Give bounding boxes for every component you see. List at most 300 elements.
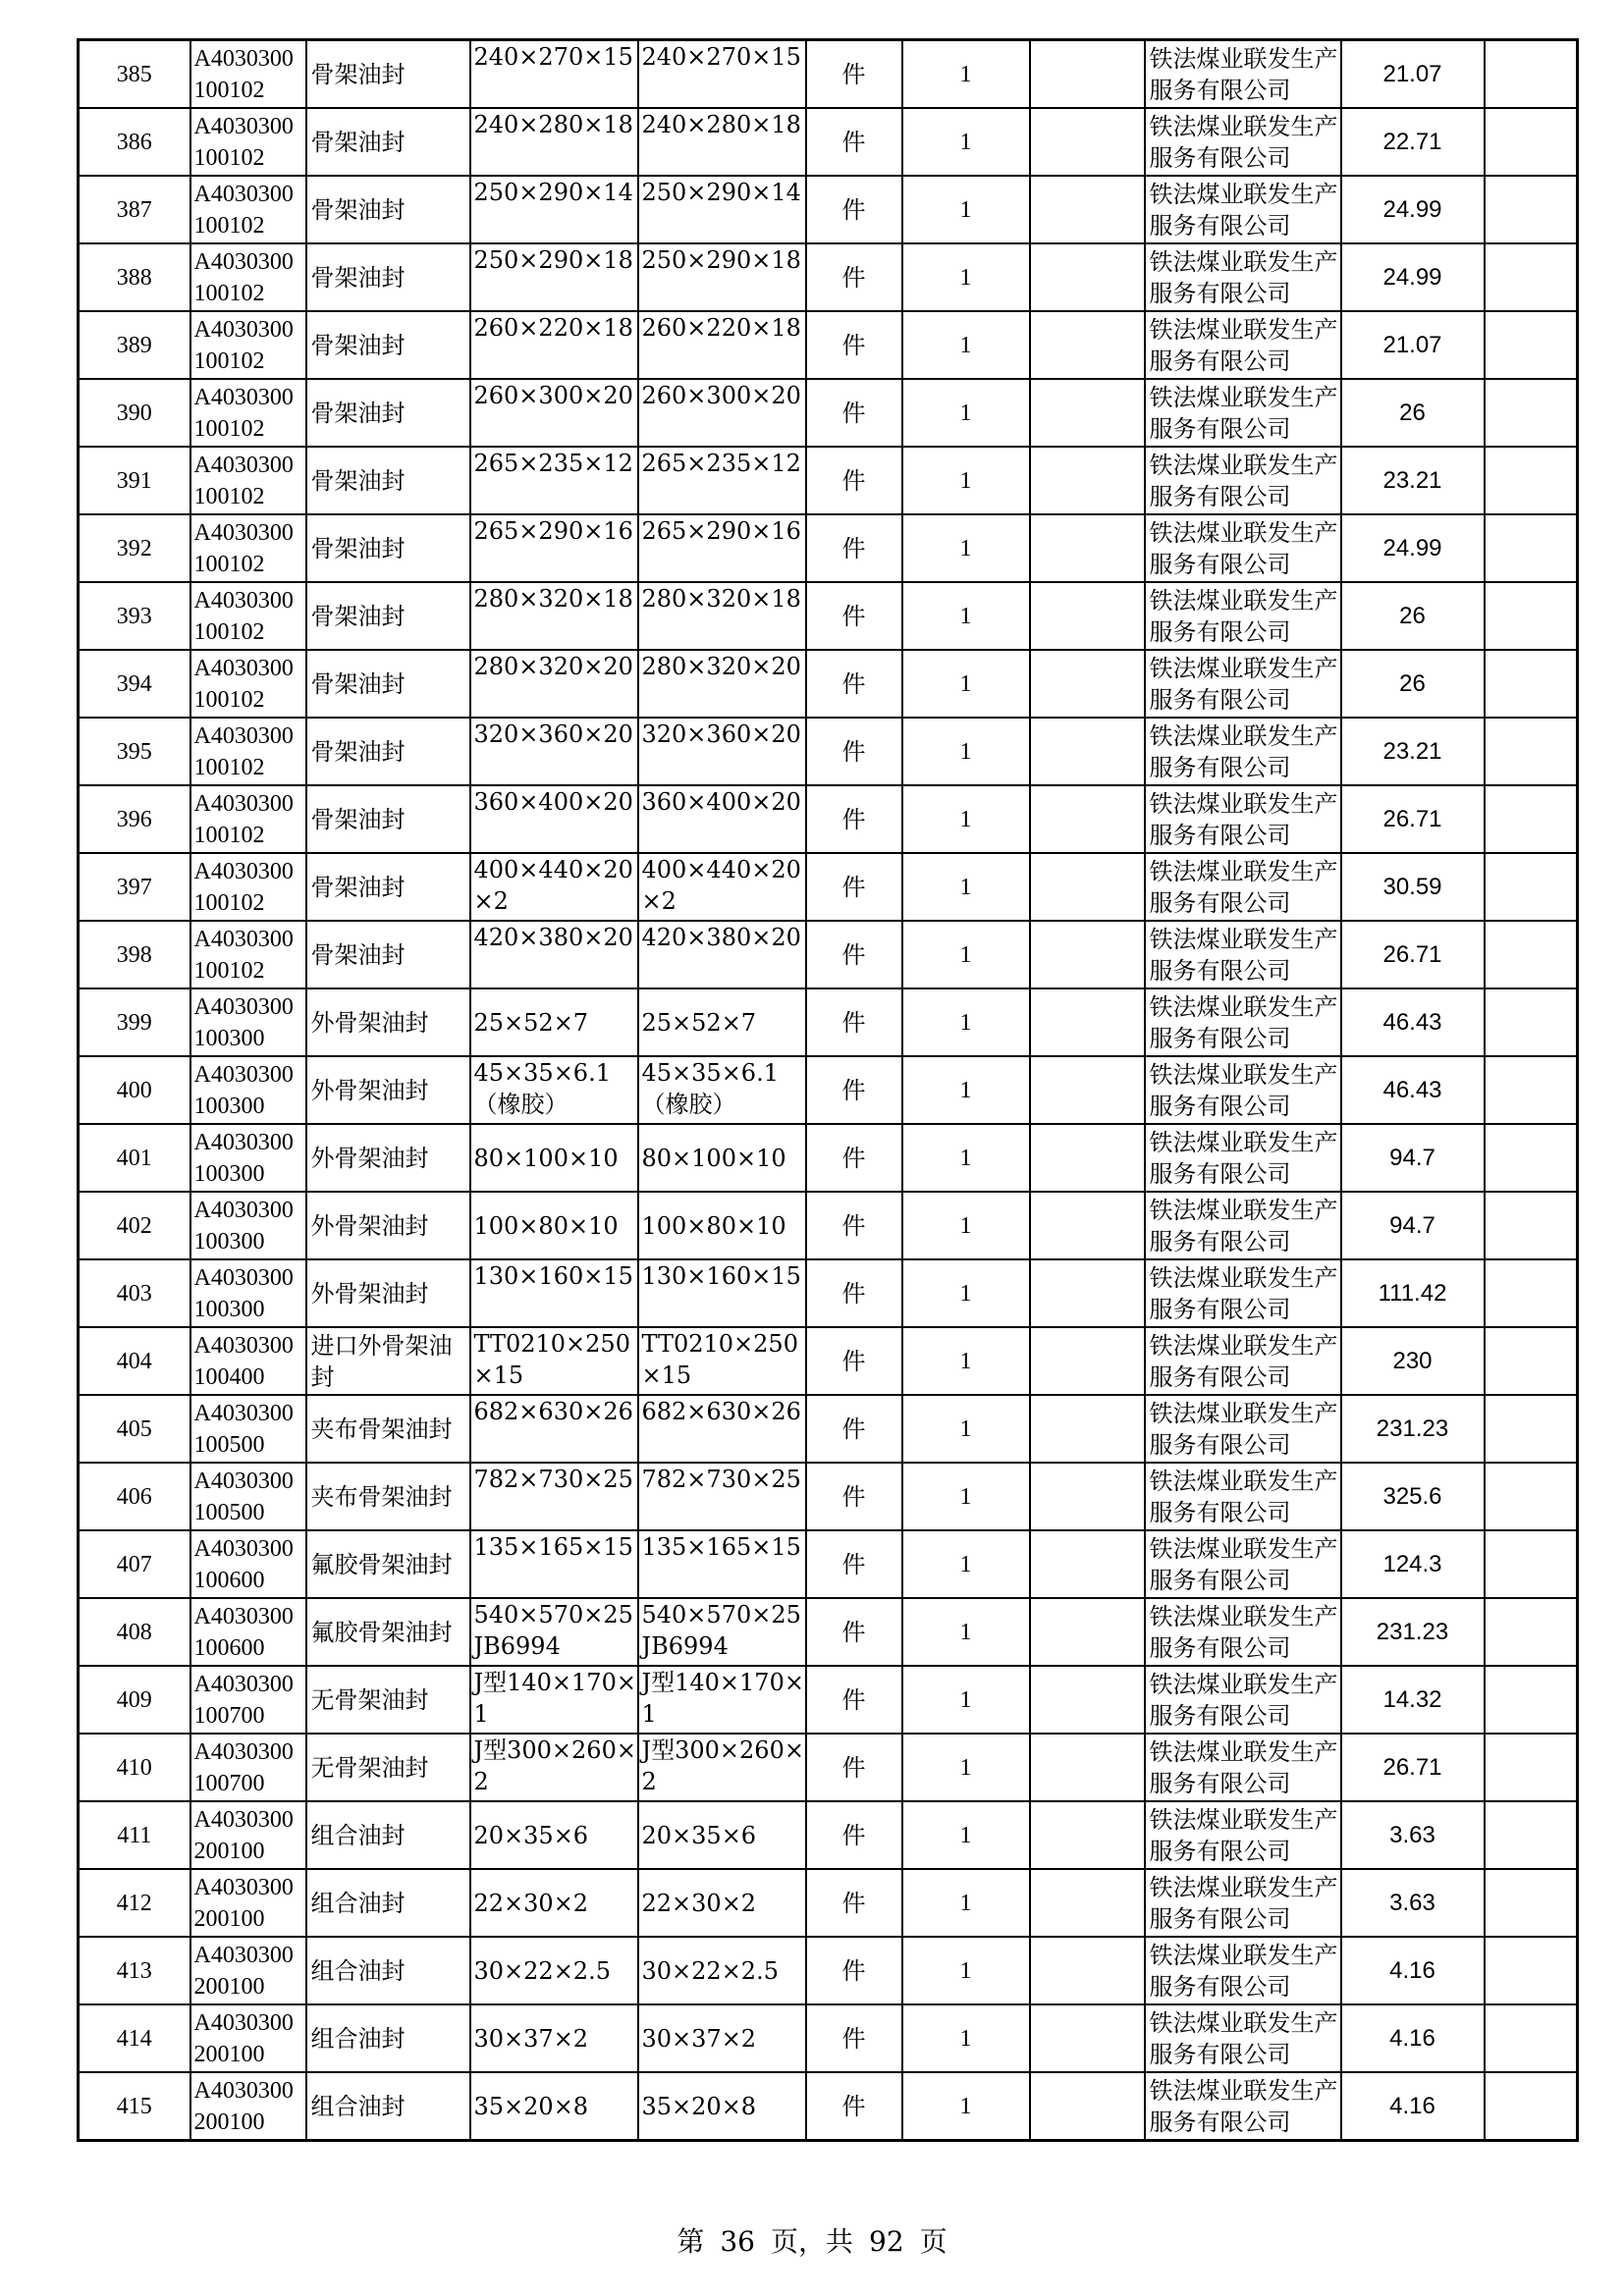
row-empty-cell xyxy=(1030,1869,1145,1937)
row-unit: 件 xyxy=(806,853,902,921)
row-empty-cell xyxy=(1030,1124,1145,1192)
row-material-code: A4030300100102 xyxy=(190,108,306,176)
table-row xyxy=(79,1124,1578,1192)
row-material-code: A4030300200100 xyxy=(190,2004,306,2072)
row-item-name: 骨架油封 xyxy=(306,650,470,718)
row-unit: 件 xyxy=(806,40,902,109)
table-row xyxy=(79,988,1578,1056)
row-seq: 399 xyxy=(79,988,190,1056)
row-seq: 413 xyxy=(79,1937,190,2004)
row-empty-cell xyxy=(1030,1937,1145,2004)
table-row xyxy=(79,650,1578,718)
row-seq: 387 xyxy=(79,176,190,243)
row-spec: J型300×260×2 xyxy=(470,1734,638,1801)
row-remark-cell xyxy=(1485,2004,1578,2072)
row-remark-cell xyxy=(1485,582,1578,650)
row-material-code: A4030300100102 xyxy=(190,311,306,379)
row-unit: 件 xyxy=(806,514,902,582)
price-table xyxy=(77,38,1579,2142)
row-spec-model: 400×440×20×2 xyxy=(638,853,806,921)
row-empty-cell xyxy=(1030,853,1145,921)
row-supplier: 铁法煤业联发生产服务有限公司 xyxy=(1145,650,1341,718)
row-price: 14.32 xyxy=(1341,1666,1485,1734)
table-row xyxy=(79,1259,1578,1327)
row-material-code: A4030300100300 xyxy=(190,1124,306,1192)
table-row xyxy=(79,718,1578,785)
row-spec: TT0210×250×15 xyxy=(470,1327,638,1395)
table-row xyxy=(79,1937,1578,2004)
row-empty-cell xyxy=(1030,514,1145,582)
row-price: 30.59 xyxy=(1341,853,1485,921)
row-quantity: 1 xyxy=(902,1598,1030,1666)
row-unit: 件 xyxy=(806,176,902,243)
row-spec: 280×320×20 xyxy=(470,650,638,718)
row-remark-cell xyxy=(1485,379,1578,447)
row-remark-cell xyxy=(1485,243,1578,311)
row-spec: 400×440×20×2 xyxy=(470,853,638,921)
row-material-code: A4030300100700 xyxy=(190,1666,306,1734)
row-quantity: 1 xyxy=(902,311,1030,379)
row-empty-cell xyxy=(1030,1598,1145,1666)
row-quantity: 1 xyxy=(902,1056,1030,1124)
row-spec: 135×165×15 xyxy=(470,1530,638,1598)
row-price: 4.16 xyxy=(1341,2072,1485,2141)
row-supplier: 铁法煤业联发生产服务有限公司 xyxy=(1145,379,1341,447)
table-row xyxy=(79,1598,1578,1666)
row-unit: 件 xyxy=(806,1124,902,1192)
row-material-code: A4030300100102 xyxy=(190,650,306,718)
row-quantity: 1 xyxy=(902,108,1030,176)
row-item-name: 骨架油封 xyxy=(306,582,470,650)
row-material-code: A4030300100102 xyxy=(190,582,306,650)
row-empty-cell xyxy=(1030,785,1145,853)
row-spec-model: 320×360×20 xyxy=(638,718,806,785)
row-quantity: 1 xyxy=(902,1463,1030,1530)
row-item-name: 骨架油封 xyxy=(306,447,470,514)
row-supplier: 铁法煤业联发生产服务有限公司 xyxy=(1145,311,1341,379)
row-unit: 件 xyxy=(806,1937,902,2004)
row-unit: 件 xyxy=(806,1869,902,1937)
row-supplier: 铁法煤业联发生产服务有限公司 xyxy=(1145,1530,1341,1598)
row-unit: 件 xyxy=(806,921,902,988)
row-item-name: 外骨架油封 xyxy=(306,1124,470,1192)
row-supplier: 铁法煤业联发生产服务有限公司 xyxy=(1145,921,1341,988)
row-remark-cell xyxy=(1485,1124,1578,1192)
row-price: 26.71 xyxy=(1341,1734,1485,1801)
table-row xyxy=(79,853,1578,921)
row-seq: 409 xyxy=(79,1666,190,1734)
row-unit: 件 xyxy=(806,1530,902,1598)
footer-mid: 页，共 xyxy=(770,2225,853,2258)
row-spec-model: 280×320×20 xyxy=(638,650,806,718)
table-row xyxy=(79,514,1578,582)
table-row xyxy=(79,40,1578,109)
row-spec: 420×380×20 xyxy=(470,921,638,988)
row-quantity: 1 xyxy=(902,1259,1030,1327)
row-spec-model: 135×165×15 xyxy=(638,1530,806,1598)
row-supplier: 铁法煤业联发生产服务有限公司 xyxy=(1145,1395,1341,1463)
row-spec: 260×220×18 xyxy=(470,311,638,379)
row-seq: 393 xyxy=(79,582,190,650)
row-spec: 250×290×14 xyxy=(470,176,638,243)
row-seq: 385 xyxy=(79,40,190,109)
row-empty-cell xyxy=(1030,108,1145,176)
row-supplier: 铁法煤业联发生产服务有限公司 xyxy=(1145,1666,1341,1734)
row-spec: 265×290×16 xyxy=(470,514,638,582)
table-row xyxy=(79,785,1578,853)
row-item-name: 组合油封 xyxy=(306,1937,470,2004)
row-price: 21.07 xyxy=(1341,40,1485,109)
row-unit: 件 xyxy=(806,108,902,176)
row-price: 26.71 xyxy=(1341,921,1485,988)
row-spec-model: 260×220×18 xyxy=(638,311,806,379)
row-spec: 682×630×26 xyxy=(470,1395,638,1463)
row-quantity: 1 xyxy=(902,447,1030,514)
row-seq: 415 xyxy=(79,2072,190,2141)
row-price: 325.6 xyxy=(1341,1463,1485,1530)
row-supplier: 铁法煤业联发生产服务有限公司 xyxy=(1145,718,1341,785)
row-spec: 22×30×2 xyxy=(470,1869,638,1937)
row-unit: 件 xyxy=(806,311,902,379)
row-price: 24.99 xyxy=(1341,243,1485,311)
row-quantity: 1 xyxy=(902,718,1030,785)
row-item-name: 无骨架油封 xyxy=(306,1666,470,1734)
row-quantity: 1 xyxy=(902,1530,1030,1598)
row-seq: 398 xyxy=(79,921,190,988)
row-quantity: 1 xyxy=(902,379,1030,447)
row-material-code: A4030300100102 xyxy=(190,447,306,514)
row-price: 21.07 xyxy=(1341,311,1485,379)
row-quantity: 1 xyxy=(902,785,1030,853)
row-unit: 件 xyxy=(806,1598,902,1666)
row-material-code: A4030300100102 xyxy=(190,853,306,921)
row-item-name: 骨架油封 xyxy=(306,718,470,785)
row-unit: 件 xyxy=(806,379,902,447)
row-item-name: 夹布骨架油封 xyxy=(306,1463,470,1530)
row-remark-cell xyxy=(1485,514,1578,582)
row-spec-model: 30×22×2.5 xyxy=(638,1937,806,2004)
row-quantity: 1 xyxy=(902,2004,1030,2072)
row-item-name: 骨架油封 xyxy=(306,853,470,921)
row-spec: 240×270×15 xyxy=(470,40,638,109)
row-seq: 410 xyxy=(79,1734,190,1801)
row-seq: 411 xyxy=(79,1801,190,1869)
row-unit: 件 xyxy=(806,785,902,853)
row-material-code: A4030300100300 xyxy=(190,1192,306,1259)
row-price: 94.7 xyxy=(1341,1124,1485,1192)
row-spec-model: 20×35×6 xyxy=(638,1801,806,1869)
row-price: 124.3 xyxy=(1341,1530,1485,1598)
row-spec-model: 240×270×15 xyxy=(638,40,806,109)
table-row xyxy=(79,311,1578,379)
row-spec: 360×400×20 xyxy=(470,785,638,853)
row-unit: 件 xyxy=(806,1395,902,1463)
row-spec: 80×100×10 xyxy=(470,1124,638,1192)
row-seq: 401 xyxy=(79,1124,190,1192)
row-unit: 件 xyxy=(806,1327,902,1395)
row-spec-model: 682×630×26 xyxy=(638,1395,806,1463)
row-material-code: A4030300100500 xyxy=(190,1463,306,1530)
row-item-name: 骨架油封 xyxy=(306,921,470,988)
footer-page-number: 36 xyxy=(720,2225,755,2258)
row-spec: 240×280×18 xyxy=(470,108,638,176)
row-supplier: 铁法煤业联发生产服务有限公司 xyxy=(1145,1937,1341,2004)
row-unit: 件 xyxy=(806,718,902,785)
row-price: 24.99 xyxy=(1341,514,1485,582)
row-empty-cell xyxy=(1030,582,1145,650)
row-empty-cell xyxy=(1030,1666,1145,1734)
row-remark-cell xyxy=(1485,311,1578,379)
row-supplier: 铁法煤业联发生产服务有限公司 xyxy=(1145,176,1341,243)
row-empty-cell xyxy=(1030,1056,1145,1124)
row-item-name: 外骨架油封 xyxy=(306,1259,470,1327)
row-seq: 394 xyxy=(79,650,190,718)
row-item-name: 骨架油封 xyxy=(306,176,470,243)
row-supplier: 铁法煤业联发生产服务有限公司 xyxy=(1145,2072,1341,2141)
row-seq: 390 xyxy=(79,379,190,447)
row-spec-model: 265×290×16 xyxy=(638,514,806,582)
row-spec-model: J型300×260×2 xyxy=(638,1734,806,1801)
row-spec-model: 80×100×10 xyxy=(638,1124,806,1192)
row-item-name: 组合油封 xyxy=(306,1869,470,1937)
row-remark-cell xyxy=(1485,1937,1578,2004)
row-spec: 25×52×7 xyxy=(470,988,638,1056)
row-empty-cell xyxy=(1030,2004,1145,2072)
row-seq: 405 xyxy=(79,1395,190,1463)
row-spec: J型140×170×1 xyxy=(470,1666,638,1734)
row-remark-cell xyxy=(1485,40,1578,109)
row-seq: 392 xyxy=(79,514,190,582)
row-empty-cell xyxy=(1030,311,1145,379)
row-unit: 件 xyxy=(806,1734,902,1801)
row-seq: 391 xyxy=(79,447,190,514)
row-spec: 782×730×25 xyxy=(470,1463,638,1530)
row-spec-model: 782×730×25 xyxy=(638,1463,806,1530)
row-unit: 件 xyxy=(806,2004,902,2072)
row-price: 231.23 xyxy=(1341,1395,1485,1463)
row-empty-cell xyxy=(1030,40,1145,109)
row-supplier: 铁法煤业联发生产服务有限公司 xyxy=(1145,853,1341,921)
row-quantity: 1 xyxy=(902,1192,1030,1259)
row-item-name: 外骨架油封 xyxy=(306,1192,470,1259)
row-material-code: A4030300100500 xyxy=(190,1395,306,1463)
row-remark-cell xyxy=(1485,447,1578,514)
row-material-code: A4030300100300 xyxy=(190,1056,306,1124)
row-item-name: 骨架油封 xyxy=(306,514,470,582)
row-material-code: A4030300100600 xyxy=(190,1530,306,1598)
row-remark-cell xyxy=(1485,1192,1578,1259)
row-supplier: 铁法煤业联发生产服务有限公司 xyxy=(1145,1192,1341,1259)
row-remark-cell xyxy=(1485,1327,1578,1395)
row-item-name: 骨架油封 xyxy=(306,785,470,853)
row-item-name: 组合油封 xyxy=(306,2072,470,2141)
row-item-name: 外骨架油封 xyxy=(306,988,470,1056)
row-material-code: A4030300100102 xyxy=(190,785,306,853)
row-unit: 件 xyxy=(806,2072,902,2141)
row-material-code: A4030300100102 xyxy=(190,514,306,582)
row-material-code: A4030300100102 xyxy=(190,176,306,243)
row-spec-model: 130×160×15 xyxy=(638,1259,806,1327)
row-quantity: 1 xyxy=(902,1666,1030,1734)
row-unit: 件 xyxy=(806,1666,902,1734)
row-spec-model: 250×290×18 xyxy=(638,243,806,311)
row-empty-cell xyxy=(1030,1530,1145,1598)
row-material-code: A4030300100102 xyxy=(190,921,306,988)
row-item-name: 骨架油封 xyxy=(306,108,470,176)
row-quantity: 1 xyxy=(902,40,1030,109)
row-supplier: 铁法煤业联发生产服务有限公司 xyxy=(1145,1056,1341,1124)
row-item-name: 骨架油封 xyxy=(306,40,470,109)
table-row xyxy=(79,108,1578,176)
row-supplier: 铁法煤业联发生产服务有限公司 xyxy=(1145,1463,1341,1530)
row-quantity: 1 xyxy=(902,243,1030,311)
row-spec: 540×570×25JB6994 xyxy=(470,1598,638,1666)
row-spec: 30×37×2 xyxy=(470,2004,638,2072)
row-remark-cell xyxy=(1485,1869,1578,1937)
row-quantity: 1 xyxy=(902,2072,1030,2141)
row-remark-cell xyxy=(1485,988,1578,1056)
row-spec-model: 30×37×2 xyxy=(638,2004,806,2072)
row-remark-cell xyxy=(1485,1056,1578,1124)
row-remark-cell xyxy=(1485,853,1578,921)
row-unit: 件 xyxy=(806,1192,902,1259)
row-price: 231.23 xyxy=(1341,1598,1485,1666)
row-supplier: 铁法煤业联发生产服务有限公司 xyxy=(1145,514,1341,582)
row-quantity: 1 xyxy=(902,1937,1030,2004)
row-seq: 408 xyxy=(79,1598,190,1666)
row-unit: 件 xyxy=(806,1463,902,1530)
row-remark-cell xyxy=(1485,718,1578,785)
row-spec-model: 100×80×10 xyxy=(638,1192,806,1259)
row-price: 111.42 xyxy=(1341,1259,1485,1327)
row-seq: 412 xyxy=(79,1869,190,1937)
row-spec: 250×290×18 xyxy=(470,243,638,311)
row-unit: 件 xyxy=(806,988,902,1056)
row-supplier: 铁法煤业联发生产服务有限公司 xyxy=(1145,447,1341,514)
row-price: 4.16 xyxy=(1341,1937,1485,2004)
row-item-name: 骨架油封 xyxy=(306,379,470,447)
row-empty-cell xyxy=(1030,379,1145,447)
row-supplier: 铁法煤业联发生产服务有限公司 xyxy=(1145,243,1341,311)
row-material-code: A4030300200100 xyxy=(190,1869,306,1937)
row-price: 46.43 xyxy=(1341,1056,1485,1124)
row-quantity: 1 xyxy=(902,921,1030,988)
row-remark-cell xyxy=(1485,1801,1578,1869)
table-body xyxy=(79,40,1578,2141)
row-spec-model: 420×380×20 xyxy=(638,921,806,988)
row-price: 23.21 xyxy=(1341,718,1485,785)
row-price: 22.71 xyxy=(1341,108,1485,176)
row-spec-model: 25×52×7 xyxy=(638,988,806,1056)
row-quantity: 1 xyxy=(902,650,1030,718)
footer-total-pages: 92 xyxy=(869,2225,904,2258)
row-supplier: 铁法煤业联发生产服务有限公司 xyxy=(1145,988,1341,1056)
row-empty-cell xyxy=(1030,1259,1145,1327)
row-seq: 404 xyxy=(79,1327,190,1395)
row-supplier: 铁法煤业联发生产服务有限公司 xyxy=(1145,785,1341,853)
table-row xyxy=(79,921,1578,988)
row-price: 4.16 xyxy=(1341,2004,1485,2072)
table-row xyxy=(79,1056,1578,1124)
row-quantity: 1 xyxy=(902,1395,1030,1463)
row-supplier: 铁法煤业联发生产服务有限公司 xyxy=(1145,582,1341,650)
footer-prefix: 第 xyxy=(677,2225,705,2258)
row-empty-cell xyxy=(1030,650,1145,718)
row-material-code: A4030300100700 xyxy=(190,1734,306,1801)
row-remark-cell xyxy=(1485,921,1578,988)
row-price: 3.63 xyxy=(1341,1801,1485,1869)
table-row xyxy=(79,2072,1578,2141)
row-supplier: 铁法煤业联发生产服务有限公司 xyxy=(1145,1869,1341,1937)
row-supplier: 铁法煤业联发生产服务有限公司 xyxy=(1145,1327,1341,1395)
row-empty-cell xyxy=(1030,1327,1145,1395)
row-quantity: 1 xyxy=(902,1801,1030,1869)
row-unit: 件 xyxy=(806,650,902,718)
row-spec-model: 45×35×6.1（橡胶） xyxy=(638,1056,806,1124)
row-unit: 件 xyxy=(806,1801,902,1869)
row-item-name: 组合油封 xyxy=(306,2004,470,2072)
row-material-code: A4030300100600 xyxy=(190,1598,306,1666)
row-remark-cell xyxy=(1485,176,1578,243)
table-row xyxy=(79,1463,1578,1530)
row-seq: 389 xyxy=(79,311,190,379)
row-material-code: A4030300100102 xyxy=(190,379,306,447)
row-seq: 395 xyxy=(79,718,190,785)
table-row xyxy=(79,1801,1578,1869)
row-empty-cell xyxy=(1030,1395,1145,1463)
row-seq: 400 xyxy=(79,1056,190,1124)
row-remark-cell xyxy=(1485,1463,1578,1530)
row-spec: 320×360×20 xyxy=(470,718,638,785)
row-seq: 402 xyxy=(79,1192,190,1259)
row-unit: 件 xyxy=(806,1259,902,1327)
row-seq: 397 xyxy=(79,853,190,921)
row-empty-cell xyxy=(1030,2072,1145,2141)
row-spec-model: 280×320×18 xyxy=(638,582,806,650)
row-empty-cell xyxy=(1030,447,1145,514)
row-unit: 件 xyxy=(806,1056,902,1124)
page-footer xyxy=(0,2220,1624,2260)
row-quantity: 1 xyxy=(902,514,1030,582)
table-row xyxy=(79,1530,1578,1598)
table-row xyxy=(79,1666,1578,1734)
row-empty-cell xyxy=(1030,1463,1145,1530)
row-spec-model: 35×20×8 xyxy=(638,2072,806,2141)
row-supplier: 铁法煤业联发生产服务有限公司 xyxy=(1145,40,1341,109)
row-remark-cell xyxy=(1485,108,1578,176)
row-material-code: A4030300100102 xyxy=(190,243,306,311)
row-price: 230 xyxy=(1341,1327,1485,1395)
row-spec-model: TT0210×250×15 xyxy=(638,1327,806,1395)
table-row xyxy=(79,1734,1578,1801)
row-quantity: 1 xyxy=(902,1124,1030,1192)
row-spec-model: 360×400×20 xyxy=(638,785,806,853)
row-supplier: 铁法煤业联发生产服务有限公司 xyxy=(1145,1801,1341,1869)
table-row xyxy=(79,1192,1578,1259)
row-item-name: 夹布骨架油封 xyxy=(306,1395,470,1463)
row-quantity: 1 xyxy=(902,176,1030,243)
row-quantity: 1 xyxy=(902,1327,1030,1395)
row-material-code: A4030300100102 xyxy=(190,718,306,785)
row-spec: 280×320×18 xyxy=(470,582,638,650)
row-empty-cell xyxy=(1030,718,1145,785)
row-price: 26 xyxy=(1341,582,1485,650)
row-remark-cell xyxy=(1485,2072,1578,2141)
table-row xyxy=(79,1395,1578,1463)
row-remark-cell xyxy=(1485,650,1578,718)
row-spec: 265×235×12 xyxy=(470,447,638,514)
row-item-name: 外骨架油封 xyxy=(306,1056,470,1124)
